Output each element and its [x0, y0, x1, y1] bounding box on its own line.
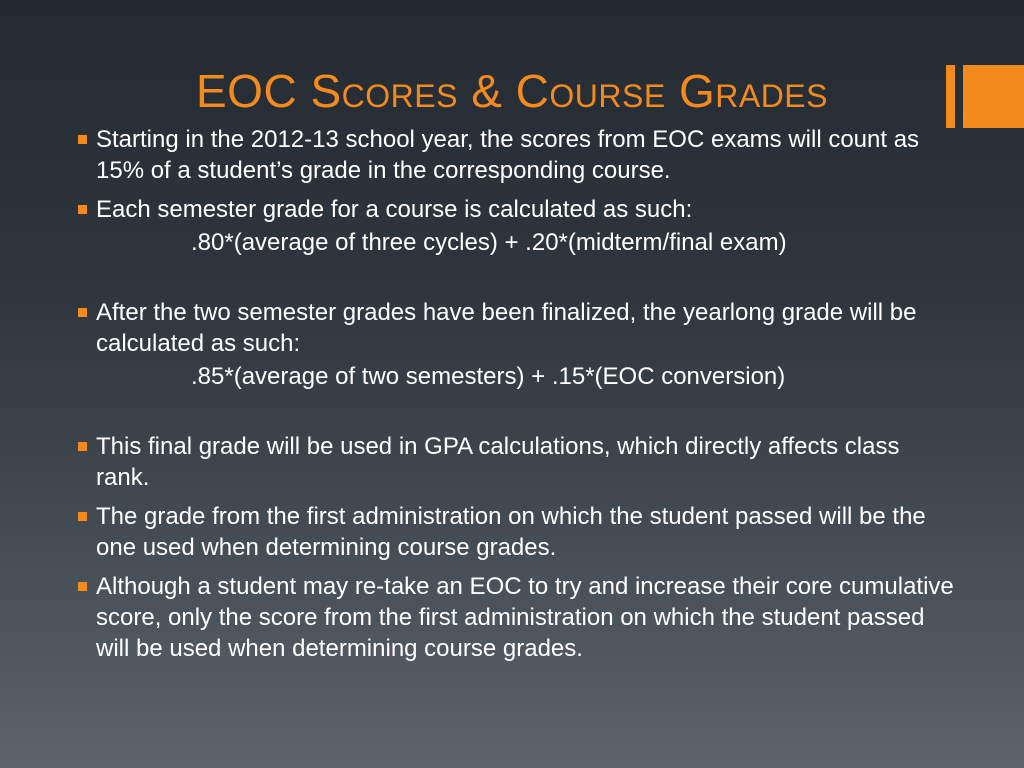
bullet-item-3 — [78, 297, 958, 423]
bullet-text-3: After the two semester grades have been finalized, the yearlong grade will be calculated as such: — [96, 299, 917, 357]
bullet-item-6 — [78, 571, 958, 664]
slide-content — [78, 124, 958, 672]
paragraph-spacer — [96, 258, 958, 289]
slide-title: EOC Scores & Course Grades — [195, 64, 828, 117]
square-bullet-icon — [78, 512, 87, 521]
bullet-text-1: Starting in the 2012-13 school year, the scores from EOC exams will count as 15% of a student’s grade in the corresponding course. — [96, 126, 920, 184]
bullet-text-6: Although a student may re-take an EOC to try and increase their core cumulative score, only the score from the first administration on which the student passed will be used when determining course grades. — [96, 573, 954, 662]
square-bullet-icon — [78, 308, 87, 317]
bullet-text-4: This final grade will be used in GPA calculations, which directly affects class rank. — [96, 433, 900, 491]
square-bullet-icon — [78, 205, 87, 214]
paragraph-spacer — [96, 392, 958, 423]
bullet-item-2 — [78, 194, 958, 289]
square-bullet-icon — [78, 135, 87, 144]
bullet-text-5: The grade from the first administration on which the student passed will be the one used when determining course grades. — [96, 503, 926, 561]
bullet-item-5 — [78, 501, 958, 563]
yearlong-grade-formula: .85*(average of two semesters) + .15*(EOC conversion) — [191, 363, 786, 390]
bullet-item-1 — [78, 124, 958, 186]
orange-accent-bar-wide — [963, 65, 1024, 128]
bullet-item-4 — [78, 431, 958, 493]
semester-grade-formula: .80*(average of three cycles) + .20*(midterm/final exam) — [191, 229, 787, 256]
bullet-text-2: Each semester grade for a course is calculated as such: — [96, 196, 693, 223]
square-bullet-icon — [78, 442, 87, 451]
square-bullet-icon — [78, 582, 87, 591]
orange-accent-bar-narrow — [946, 65, 955, 128]
